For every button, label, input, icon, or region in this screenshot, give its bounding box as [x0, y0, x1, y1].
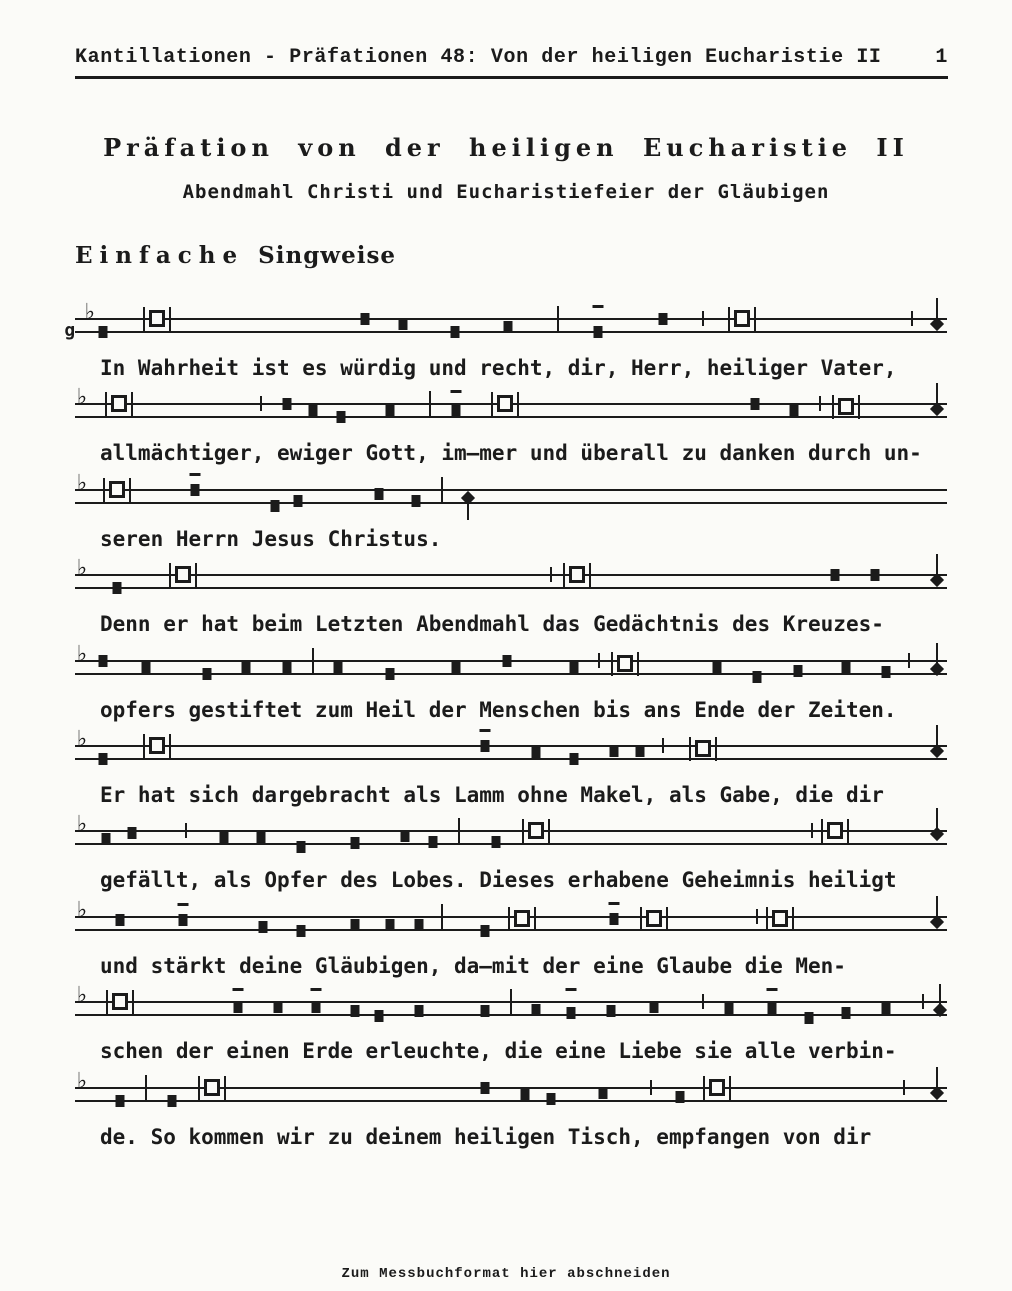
recitation-barline	[728, 307, 730, 331]
finalis-note	[931, 1087, 943, 1099]
note-punctum	[385, 404, 394, 416]
note-punctum	[179, 914, 188, 926]
recitation-barline	[103, 478, 105, 502]
note-punctum	[480, 1005, 489, 1017]
finalis-note	[931, 403, 943, 415]
recitation-barline	[224, 1076, 226, 1100]
clef-letter: g	[64, 320, 76, 341]
staff-line-top	[75, 489, 947, 491]
recitation-note	[821, 819, 849, 843]
recitation-square	[111, 395, 127, 412]
recitation-barline	[517, 392, 519, 416]
episema-mark	[593, 305, 604, 308]
note-punctum	[98, 655, 107, 667]
note-punctum	[650, 1001, 659, 1013]
recitation-note	[703, 1076, 731, 1100]
music-system	[0, 555, 1012, 645]
page-number: 1	[935, 46, 948, 69]
recitation-barline	[715, 737, 717, 761]
flat-icon: ♭	[76, 1067, 88, 1094]
note-punctum	[116, 914, 125, 926]
staff	[75, 896, 947, 948]
lyric-line: gefällt, als Opfer des Lobes. Dieses erhabene Geheimnis heiligt	[100, 868, 897, 893]
note-punctum	[116, 1095, 125, 1107]
music-system	[0, 384, 1012, 474]
music-system	[0, 1067, 1012, 1158]
note-punctum	[336, 411, 345, 423]
note-punctum	[112, 582, 121, 594]
finalis-note	[931, 574, 943, 586]
note-punctum	[102, 833, 111, 845]
staff-line-top	[75, 574, 947, 576]
finalis-note	[931, 318, 943, 330]
note-punctum	[429, 836, 438, 848]
note-punctum	[636, 745, 645, 757]
recitation-barline	[792, 907, 794, 931]
note-punctum	[520, 1089, 529, 1101]
recitation-square	[838, 398, 854, 415]
recitation-barline	[858, 395, 860, 419]
staff	[75, 811, 947, 862]
note-punctum	[350, 837, 359, 849]
flat-icon: ♭	[76, 555, 88, 582]
staff-line-bottom	[75, 1100, 947, 1102]
recitation-barline	[129, 478, 131, 502]
recitation-note	[198, 1076, 226, 1100]
note-punctum	[270, 500, 279, 512]
note-punctum	[127, 827, 136, 839]
music-system	[0, 896, 1012, 987]
recitation-note	[143, 307, 171, 331]
episema-mark	[310, 988, 321, 991]
note-punctum	[294, 495, 303, 507]
recitation-barline	[169, 563, 171, 587]
note-punctum	[751, 398, 760, 410]
episema-mark	[566, 988, 577, 991]
finalis-diamond	[933, 1003, 947, 1017]
header-title: Kantillationen - Präfationen 48: Von der heiligen Eucharistie II	[75, 46, 882, 69]
note-punctum	[881, 666, 890, 678]
note-punctum	[480, 925, 489, 937]
music-system	[0, 982, 1012, 1072]
note-punctum	[311, 1001, 320, 1013]
quarter-barline	[598, 653, 600, 668]
recitation-note	[169, 563, 197, 587]
document-subtitle: Abendmahl Christi und Eucharistiefeier der Gläubigen	[182, 181, 830, 203]
quarter-barline	[550, 567, 552, 582]
recitation-square	[149, 310, 165, 327]
finalis-diamond	[929, 317, 943, 331]
note-punctum	[712, 661, 721, 673]
recitation-barline	[534, 907, 536, 931]
flat-icon: ♭	[76, 896, 88, 923]
staff	[75, 725, 947, 777]
episema-mark	[233, 988, 244, 991]
section-heading	[75, 242, 396, 269]
recitation-barline	[105, 392, 107, 416]
flat-icon: ♭	[76, 725, 88, 752]
finalis-note	[931, 828, 943, 840]
flat-icon: ♭	[76, 469, 88, 496]
recitation-square	[112, 993, 128, 1010]
note-punctum	[375, 488, 384, 500]
note-punctum	[532, 746, 541, 758]
note-punctum	[793, 665, 802, 677]
note-punctum	[274, 1001, 283, 1013]
note-punctum	[841, 1007, 850, 1019]
barline	[441, 477, 443, 504]
recitation-note	[103, 478, 131, 502]
note-punctum	[452, 661, 461, 673]
finalis-diamond	[929, 573, 943, 587]
recitation-note	[689, 737, 717, 761]
finalis-note	[462, 492, 474, 504]
page-header	[75, 46, 948, 79]
note-punctum	[385, 668, 394, 680]
note-punctum	[400, 830, 409, 842]
recitation-barline	[689, 737, 691, 761]
note-punctum	[767, 1002, 776, 1014]
finalis-diamond	[929, 402, 943, 416]
note-punctum	[414, 919, 423, 931]
recitation-square	[528, 822, 544, 839]
staff-line-bottom	[75, 843, 947, 845]
note-punctum	[241, 661, 250, 673]
episema-mark	[608, 902, 619, 905]
recitation-square	[109, 481, 125, 498]
note-punctum	[805, 1012, 814, 1024]
note-punctum	[676, 1091, 685, 1103]
barline	[510, 989, 512, 1016]
staff	[75, 982, 947, 1033]
quarter-barline	[811, 823, 813, 838]
episema-mark	[766, 988, 777, 991]
quarter-barline	[662, 738, 664, 753]
note-punctum	[547, 1093, 556, 1105]
recitation-note	[491, 392, 519, 416]
recitation-square	[175, 566, 191, 583]
recitation-barline	[132, 990, 134, 1014]
recitation-barline	[508, 907, 510, 931]
staff	[64, 299, 947, 350]
note-punctum	[752, 671, 761, 683]
recitation-note	[728, 307, 756, 331]
finalis-diamond	[929, 1085, 943, 1099]
quarter-barline	[911, 311, 913, 326]
music-system	[0, 811, 1012, 901]
recitation-note	[105, 392, 133, 416]
finalis-diamond	[929, 915, 943, 929]
recitation-square	[646, 910, 662, 927]
staff-line-bottom	[75, 587, 947, 589]
note-punctum	[167, 1095, 176, 1107]
note-punctum	[98, 326, 107, 338]
note-punctum	[234, 1001, 243, 1013]
finalis-diamond	[461, 491, 475, 505]
section-heading-normal: Singweise	[258, 242, 397, 269]
recitation-note	[106, 990, 134, 1014]
quarter-barline	[922, 994, 924, 1009]
note-punctum	[398, 318, 407, 330]
finalis-diamond	[929, 744, 943, 758]
recitation-square	[569, 566, 585, 583]
finalis-note	[931, 916, 943, 928]
note-punctum	[220, 832, 229, 844]
music-system	[0, 469, 1012, 560]
recitation-barline	[703, 1076, 705, 1100]
recitation-note	[640, 907, 668, 931]
staff-line-top	[75, 830, 947, 832]
lyric-line: schen der einen Erde erleuchte, die eine Liebe sie alle verbin-	[100, 1039, 897, 1064]
recitation-barline	[198, 1076, 200, 1100]
lyric-line: seren Herrn Jesus Christus.	[100, 526, 442, 551]
note-punctum	[375, 1010, 384, 1022]
recitation-barline	[766, 907, 768, 931]
staff-line-top	[75, 745, 947, 747]
note-punctum	[411, 495, 420, 507]
recitation-barline	[195, 563, 197, 587]
lyric-line: In Wahrheit ist es würdig und recht, dir, Herr, heiliger Vater,	[100, 356, 897, 380]
flat-icon: ♭	[76, 384, 88, 411]
lyric-line: opfers gestiftet zum Heil der Menschen bis ans Ende der Zeiten.	[100, 697, 897, 722]
recitation-square	[827, 822, 843, 839]
recitation-barline	[169, 734, 171, 758]
document-title: Präfation von der heiligen Eucharistie II	[103, 133, 909, 162]
note-punctum	[569, 753, 578, 765]
note-punctum	[414, 1005, 423, 1017]
note-punctum	[309, 404, 318, 416]
note-punctum	[334, 661, 343, 673]
episema-mark	[190, 473, 201, 476]
barline	[557, 306, 559, 333]
flat-icon: ♭	[76, 640, 88, 667]
staff	[75, 384, 947, 435]
recitation-note	[832, 395, 860, 419]
finalis-note	[931, 663, 943, 675]
note-punctum	[256, 832, 265, 844]
recitation-barline	[131, 392, 133, 416]
recitation-square	[514, 910, 530, 927]
recitation-barline	[589, 563, 591, 587]
recitation-note	[766, 907, 794, 931]
recitation-barline	[563, 563, 565, 587]
note-punctum	[296, 925, 305, 937]
recitation-barline	[847, 819, 849, 843]
flat-icon: ♭	[76, 982, 88, 1009]
staff	[75, 640, 947, 692]
note-punctum	[259, 921, 268, 933]
quarter-barline	[756, 909, 758, 924]
note-punctum	[98, 753, 107, 765]
quarter-barline	[819, 396, 821, 411]
finalis-note	[931, 745, 943, 757]
staff-line-bottom	[75, 502, 947, 504]
recitation-square	[772, 910, 788, 927]
barline	[312, 648, 314, 675]
note-punctum	[790, 404, 799, 416]
note-punctum	[532, 1004, 541, 1016]
quarter-barline	[260, 396, 262, 411]
episema-mark	[451, 390, 462, 393]
lyric-line: Denn er hat beim Letzten Abendmahl das Gedächtnis des Kreuzes-	[100, 612, 884, 637]
staff-line-bottom	[75, 758, 947, 760]
recitation-barline	[640, 907, 642, 931]
recitation-square	[709, 1079, 725, 1096]
lyric-line: allmächtiger, ewiger Gott, im–mer und überall zu danken durch un-	[100, 441, 922, 466]
quarter-barline	[702, 994, 704, 1009]
quarter-barline	[702, 311, 704, 326]
barline	[145, 1075, 147, 1102]
recitation-barline	[666, 907, 668, 931]
recitation-note	[508, 907, 536, 931]
lyric-line: und stärkt deine Gläubigen, da–mit der eine Glaube die Men-	[100, 953, 846, 978]
note-punctum	[350, 919, 359, 931]
recitation-barline	[169, 307, 171, 331]
note-punctum	[569, 661, 578, 673]
note-punctum	[452, 404, 461, 416]
music-system	[0, 640, 1012, 731]
barline	[429, 391, 431, 418]
note-punctum	[350, 1005, 359, 1017]
note-punctum	[492, 836, 501, 848]
note-punctum	[870, 569, 879, 581]
finalis-diamond	[929, 827, 943, 841]
staff-line-top	[75, 318, 947, 320]
recitation-barline	[491, 392, 493, 416]
note-punctum	[567, 1007, 576, 1019]
recitation-note	[563, 563, 591, 587]
staff-line-bottom	[75, 416, 947, 418]
footer-note: Zum Messbuchformat hier abschneiden	[341, 1266, 671, 1282]
note-punctum	[725, 1003, 734, 1015]
barline	[458, 818, 460, 845]
note-punctum	[480, 740, 489, 752]
staff	[75, 555, 947, 606]
quarter-barline	[908, 653, 910, 668]
staff	[75, 1067, 947, 1119]
music-systems	[0, 299, 1012, 1158]
barline	[441, 904, 443, 931]
recitation-barline	[548, 819, 550, 843]
note-punctum	[594, 326, 603, 338]
note-punctum	[296, 841, 305, 853]
note-punctum	[831, 569, 840, 581]
recitation-barline	[821, 819, 823, 843]
note-punctum	[480, 1082, 489, 1094]
recitation-barline	[522, 819, 524, 843]
note-punctum	[202, 668, 211, 680]
lyric-line: de. So kommen wir zu deinem heiligen Tisch, empfangen von dir	[100, 1124, 872, 1149]
episema-mark	[178, 903, 189, 906]
note-punctum	[191, 484, 200, 496]
note-punctum	[141, 661, 150, 673]
recitation-note	[522, 819, 550, 843]
recitation-square	[734, 310, 750, 327]
section-heading-spaced: Einfache	[75, 242, 245, 269]
recitation-square	[497, 395, 513, 412]
recitation-barline	[143, 307, 145, 331]
recitation-barline	[729, 1076, 731, 1100]
finalis-note	[934, 1004, 946, 1016]
note-punctum	[658, 313, 667, 325]
quarter-barline	[185, 823, 187, 838]
note-punctum	[282, 398, 291, 410]
flat-icon: ♭	[76, 811, 88, 838]
note-punctum	[609, 913, 618, 925]
finalis-diamond	[929, 661, 943, 675]
recitation-note	[611, 652, 639, 676]
recitation-square	[695, 740, 711, 757]
recitation-square	[149, 737, 165, 754]
note-punctum	[385, 919, 394, 931]
recitation-barline	[106, 990, 108, 1014]
lyric-line: Er hat sich dargebracht als Lamm ohne Makel, als Gabe, die dir	[100, 782, 884, 807]
note-punctum	[881, 1003, 890, 1015]
note-punctum	[607, 1005, 616, 1017]
note-punctum	[599, 1087, 608, 1099]
episema-mark	[479, 729, 490, 732]
flat-icon: ♭	[84, 299, 96, 325]
recitation-note	[143, 734, 171, 758]
music-system	[0, 299, 1012, 389]
recitation-barline	[754, 307, 756, 331]
recitation-square	[204, 1079, 220, 1096]
note-punctum	[504, 321, 513, 333]
recitation-barline	[143, 734, 145, 758]
staff	[75, 469, 947, 521]
recitation-square	[617, 655, 633, 672]
note-punctum	[609, 745, 618, 757]
note-punctum	[841, 661, 850, 673]
note-punctum	[451, 326, 460, 338]
quarter-barline	[650, 1080, 652, 1095]
music-system	[0, 725, 1012, 816]
note-punctum	[502, 655, 511, 667]
note-punctum	[282, 661, 291, 673]
quarter-barline	[903, 1080, 905, 1095]
recitation-barline	[637, 652, 639, 676]
recitation-barline	[832, 395, 834, 419]
note-punctum	[361, 313, 370, 325]
recitation-barline	[611, 652, 613, 676]
